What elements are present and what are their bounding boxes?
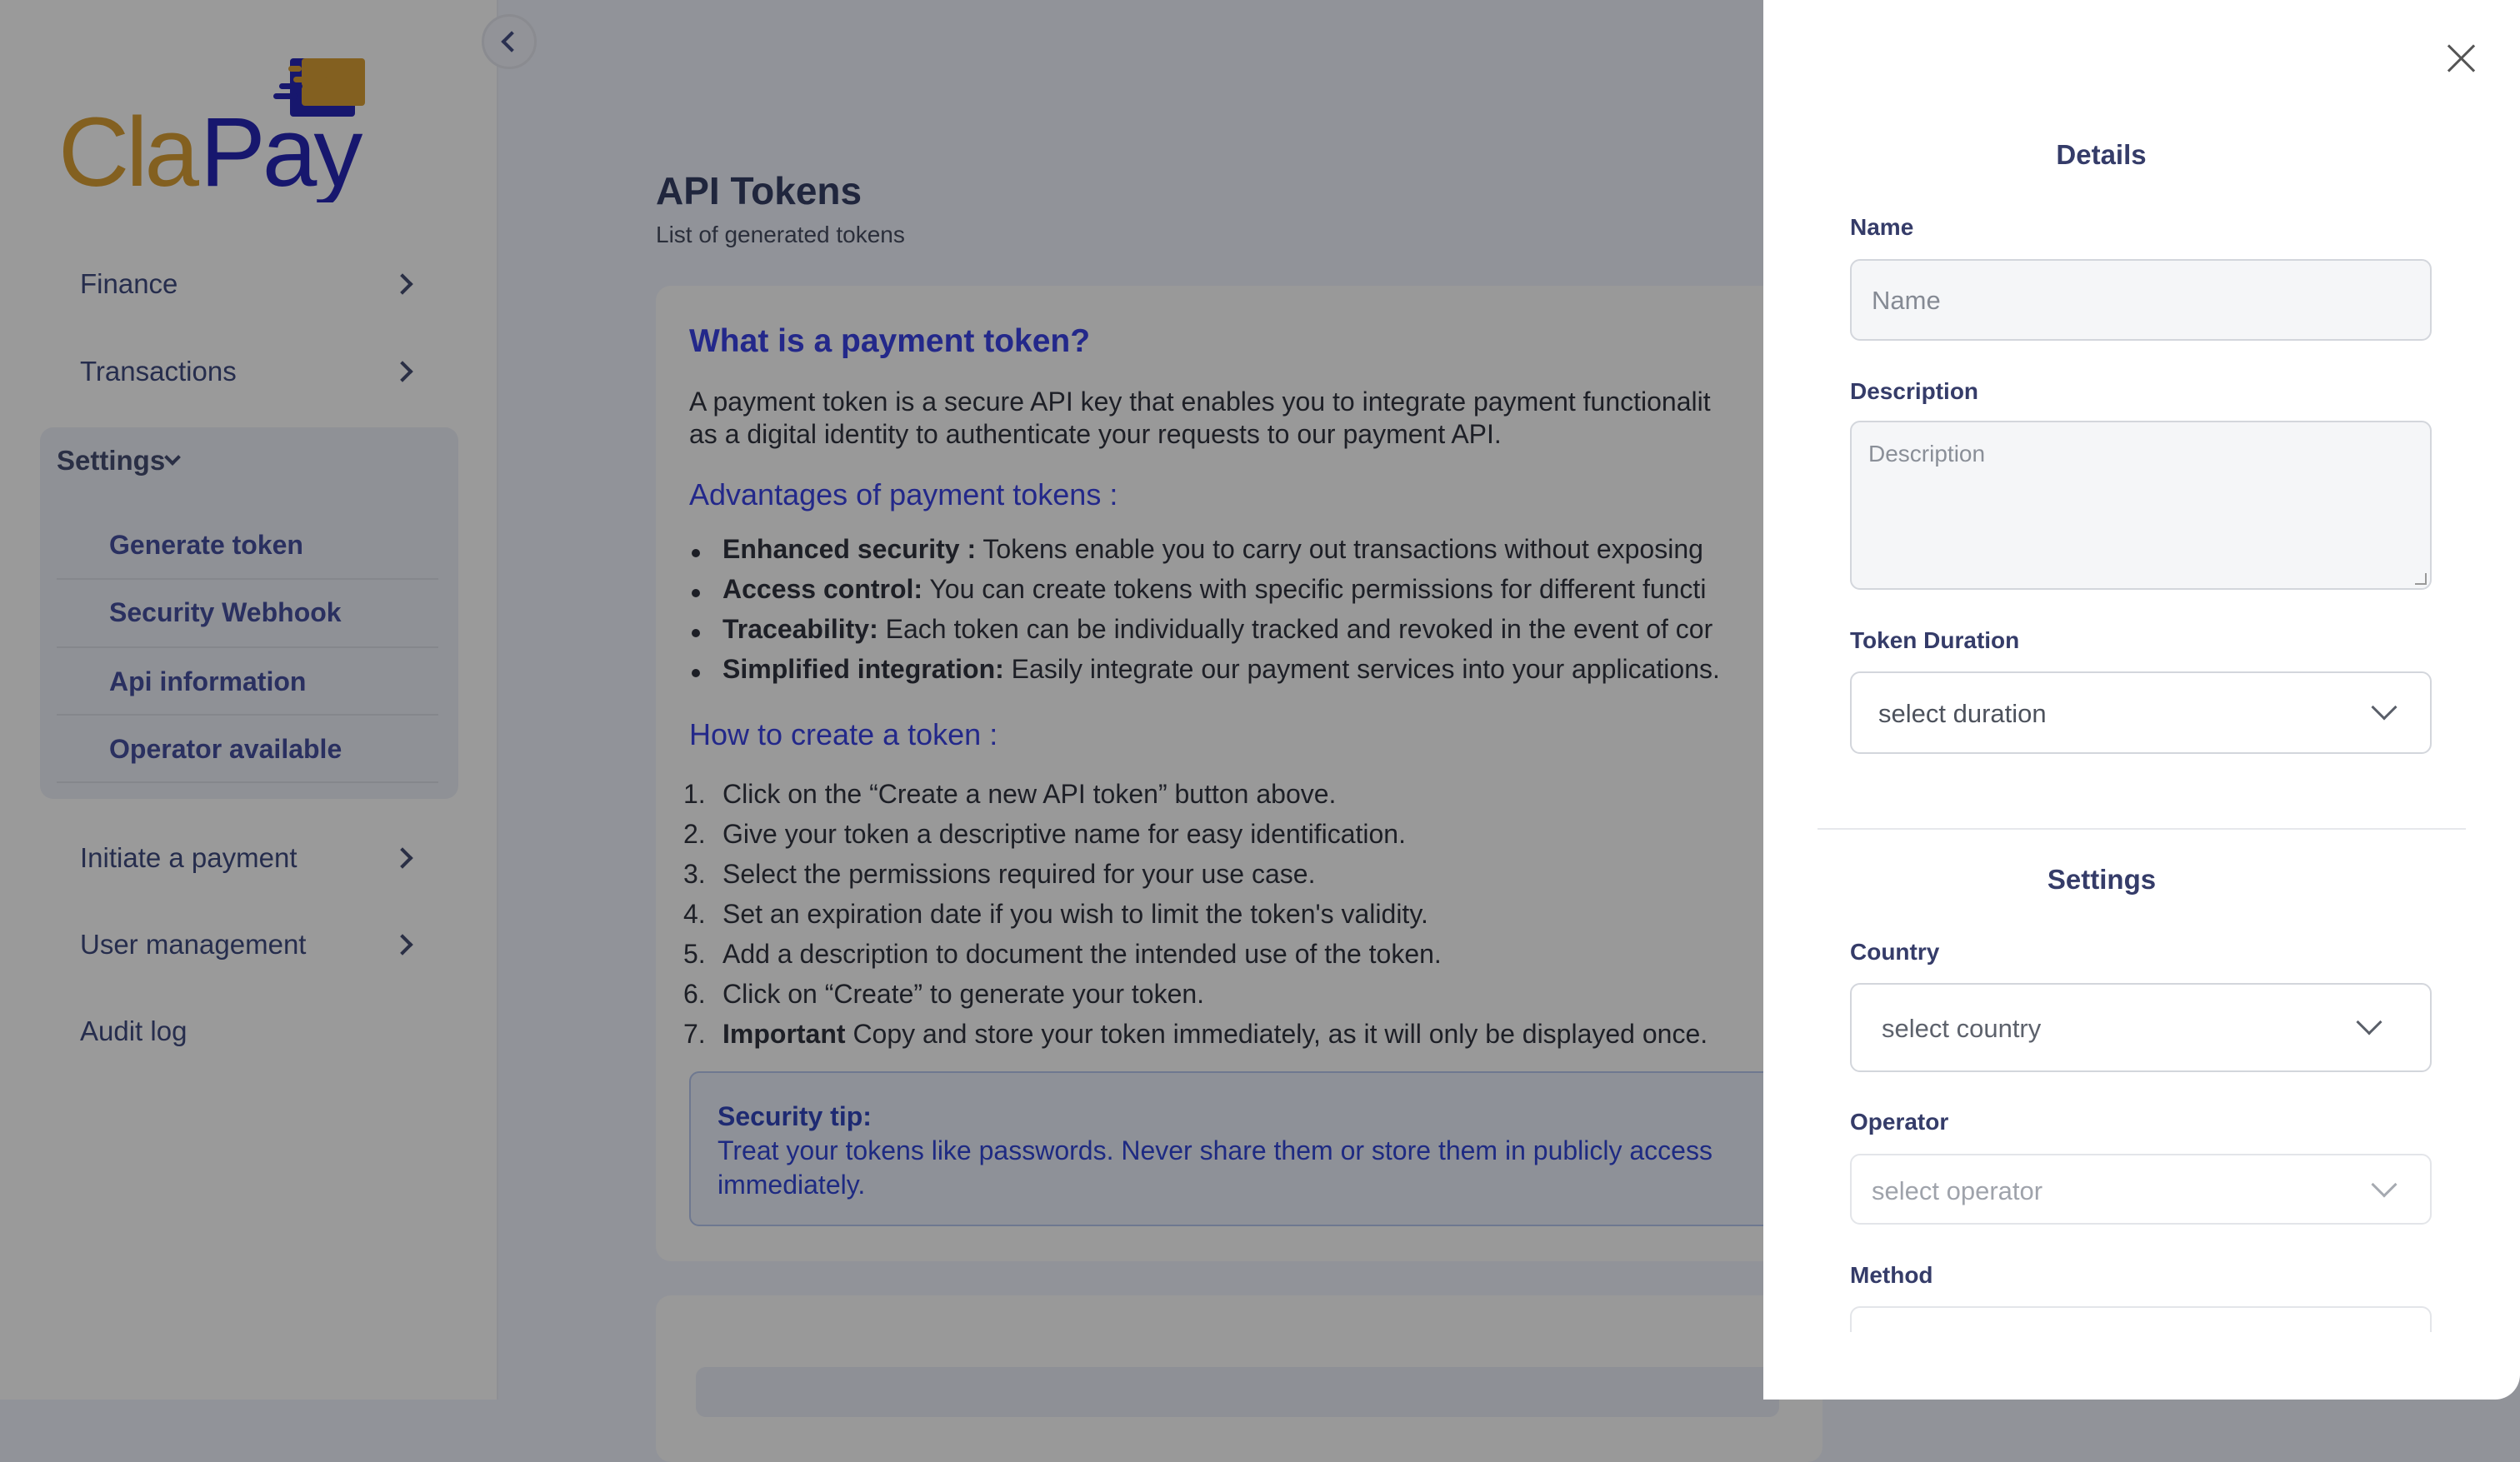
what-heading: What is a payment token? bbox=[689, 323, 1091, 359]
divider bbox=[57, 781, 438, 783]
method-label: Method bbox=[1850, 1262, 1933, 1288]
description-placeholder: Description bbox=[1868, 441, 1986, 467]
name-placeholder: Name bbox=[1872, 286, 1941, 315]
tokens-table-header bbox=[696, 1367, 1779, 1417]
step-number: 6. bbox=[683, 979, 706, 1009]
advantage-term: Access control: bbox=[722, 574, 923, 604]
token-duration-select[interactable] bbox=[1850, 671, 2432, 754]
step-term: Important bbox=[722, 1019, 846, 1049]
step-number: 3. bbox=[683, 859, 706, 889]
step-desc: Add a description to document the intended use of the token. bbox=[722, 939, 1442, 969]
step-number: 1. bbox=[683, 779, 706, 809]
bullet-icon bbox=[692, 629, 700, 637]
step-desc: Copy and store your token immediately, as it will only be displayed once. bbox=[845, 1019, 1708, 1049]
step-text bbox=[722, 779, 1336, 810]
step-text bbox=[722, 979, 1204, 1010]
advantage-text bbox=[722, 614, 1712, 645]
tip-text-line2: immediately. bbox=[718, 1170, 866, 1200]
collapse-sidebar-button[interactable] bbox=[482, 14, 537, 69]
advantage-desc: Tokens enable you to carry out transactions without exposing bbox=[976, 534, 1703, 564]
advantage-desc: Easily integrate our payment services into your applications. bbox=[1003, 654, 1720, 684]
nav-transactions[interactable]: Transactions bbox=[80, 356, 237, 387]
sidebar-item-generate-token[interactable]: Generate token bbox=[109, 530, 303, 560]
chevron-right-icon bbox=[392, 273, 412, 294]
sidebar-item-api-information[interactable]: Api information bbox=[109, 666, 307, 696]
chevron-down-icon bbox=[2371, 1171, 2397, 1197]
chevron-right-icon bbox=[392, 361, 412, 382]
details-heading: Details bbox=[2056, 139, 2147, 170]
chevron-down-icon bbox=[2371, 694, 2397, 720]
what-paragraph-line2: as a digital identity to authenticate your requests to our payment API. bbox=[689, 419, 1502, 449]
step-text bbox=[722, 939, 1442, 970]
advantage-term: Simplified integration: bbox=[722, 654, 1004, 684]
step-text bbox=[722, 819, 1406, 850]
duration-value: select duration bbox=[1878, 699, 2047, 728]
step-desc: Give your token a descriptive name for easy identification. bbox=[722, 819, 1406, 849]
bullet-icon bbox=[692, 549, 700, 557]
chevron-down-icon bbox=[2356, 1009, 2382, 1035]
step-text bbox=[722, 859, 1315, 890]
sidebar bbox=[0, 0, 498, 1400]
operator-select[interactable] bbox=[1850, 1154, 2432, 1225]
chevron-right-icon bbox=[392, 847, 412, 868]
operator-value: select operator bbox=[1872, 1176, 2043, 1205]
advantage-term: Traceability: bbox=[722, 614, 878, 644]
method-select-clip bbox=[1850, 1306, 2432, 1332]
step-text bbox=[722, 899, 1428, 930]
operator-label: Operator bbox=[1850, 1109, 1949, 1135]
clapay-logo[interactable] bbox=[58, 57, 400, 202]
chevron-right-icon bbox=[392, 934, 412, 955]
bullet-icon bbox=[692, 589, 700, 597]
page-title: API Tokens bbox=[656, 169, 862, 212]
description-textarea[interactable] bbox=[1850, 421, 2432, 590]
details-drawer bbox=[1763, 0, 2520, 1400]
method-select[interactable] bbox=[1850, 1306, 2432, 1332]
advantage-desc: You can create tokens with specific permissions for different functi bbox=[922, 574, 1707, 604]
step-number: 5. bbox=[683, 939, 706, 969]
advantage-text bbox=[722, 654, 1720, 685]
country-label: Country bbox=[1850, 939, 1940, 965]
step-number: 4. bbox=[683, 899, 706, 929]
chevron-left-icon bbox=[501, 31, 522, 52]
close-icon[interactable] bbox=[2447, 43, 2477, 73]
name-input[interactable] bbox=[1850, 259, 2432, 341]
security-tip-box bbox=[689, 1071, 1856, 1226]
description-label: Description bbox=[1850, 378, 1979, 404]
how-heading: How to create a token : bbox=[689, 717, 998, 751]
divider bbox=[1818, 828, 2466, 830]
advantage-term: Enhanced security : bbox=[722, 534, 977, 564]
name-label: Name bbox=[1850, 214, 1914, 240]
divider bbox=[57, 646, 438, 648]
step-number: 7. bbox=[683, 1019, 706, 1049]
svg-text:Cla: Cla bbox=[58, 97, 197, 202]
bullet-icon bbox=[692, 669, 700, 677]
page-subtitle: List of generated tokens bbox=[656, 222, 905, 247]
settings-heading: Settings bbox=[2047, 864, 2157, 895]
tip-title: Security tip: bbox=[718, 1101, 872, 1131]
nav-audit-log[interactable]: Audit log bbox=[80, 1015, 188, 1046]
sidebar-item-security-webhook[interactable]: Security Webhook bbox=[109, 597, 342, 627]
step-desc: Click on the “Create a new API token” button above. bbox=[722, 779, 1337, 809]
step-desc: Select the permissions required for your use case. bbox=[722, 859, 1316, 889]
advantages-heading: Advantages of payment tokens : bbox=[689, 477, 1118, 511]
step-number: 2. bbox=[683, 819, 706, 849]
svg-text:Pay: Pay bbox=[200, 97, 360, 202]
advantage-text bbox=[722, 574, 1706, 605]
country-select[interactable] bbox=[1850, 983, 2432, 1072]
nav-user-management[interactable]: User management bbox=[80, 929, 307, 960]
token-duration-label: Token Duration bbox=[1850, 627, 2020, 653]
resize-handle-icon[interactable] bbox=[2415, 573, 2427, 585]
what-paragraph-line1: A payment token is a secure API key that enables you to integrate payment functionalit bbox=[689, 387, 1711, 417]
nav-settings[interactable]: Settings bbox=[57, 445, 166, 476]
sidebar-item-operator-available[interactable]: Operator available bbox=[109, 734, 342, 764]
nav-initiate-payment[interactable]: Initiate a payment bbox=[80, 842, 298, 873]
nav-finance[interactable]: Finance bbox=[80, 268, 178, 299]
country-value: select country bbox=[1882, 1014, 2042, 1043]
advantage-desc: Each token can be individually tracked and revoked in the event of cor bbox=[878, 614, 1713, 644]
advantage-text bbox=[722, 534, 1703, 565]
step-desc: Set an expiration date if you wish to limit the token's validity. bbox=[722, 899, 1428, 929]
step-text bbox=[722, 1019, 1708, 1050]
step-desc: Click on “Create” to generate your token. bbox=[722, 979, 1205, 1009]
divider bbox=[57, 714, 438, 716]
divider bbox=[57, 578, 438, 580]
tip-text-line1: Treat your tokens like passwords. Never share them or store them in publicly access bbox=[718, 1135, 1712, 1165]
